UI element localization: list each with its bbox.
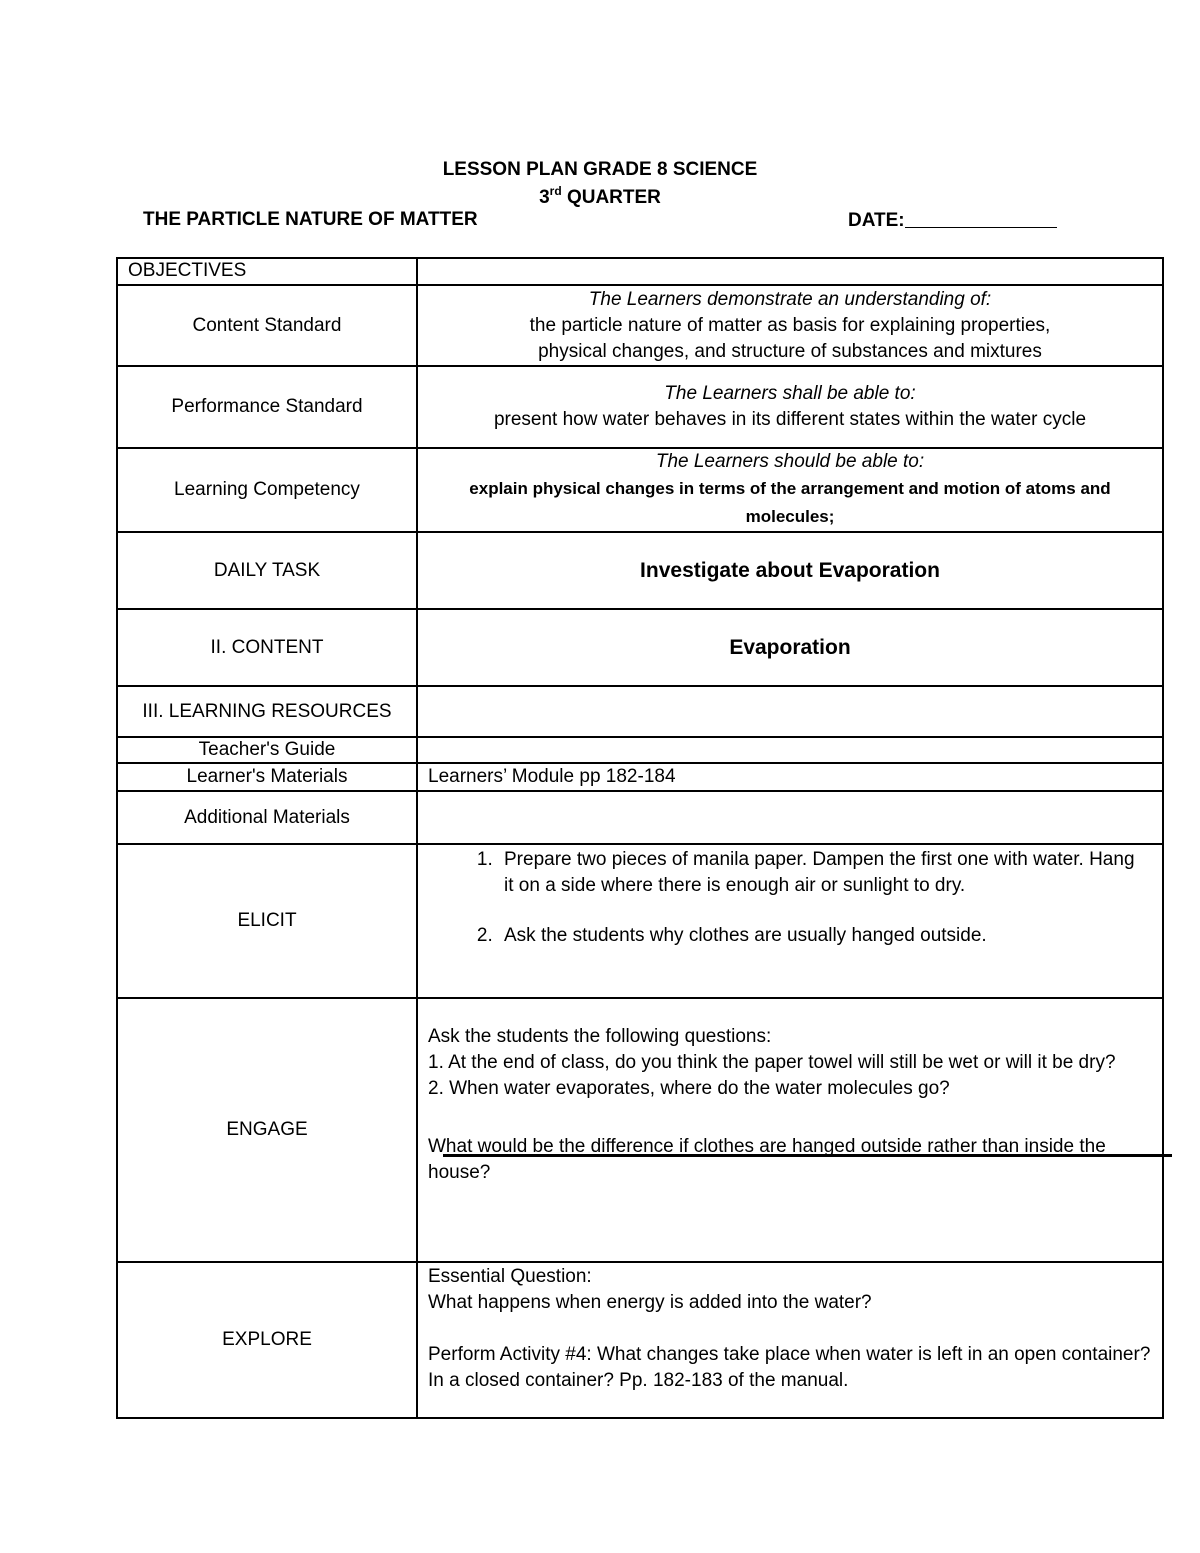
horizontal-rule-line <box>443 1154 1172 1157</box>
content-standard-label: Content Standard <box>117 285 417 366</box>
daily-task-value: Investigate about Evaporation <box>417 532 1163 609</box>
elicit-list <box>418 847 1162 949</box>
objectives-label: OBJECTIVES <box>117 258 417 285</box>
row-performance-standard <box>117 366 1163 448</box>
teachers-guide-label: Teacher's Guide <box>117 737 417 763</box>
objectives-value <box>417 258 1163 285</box>
essential-question-text: What happens when energy is added into the water? <box>428 1292 872 1313</box>
content-standard-intro: The Learners demonstrate an understanding of: <box>588 288 992 310</box>
date-field: DATE: <box>848 209 1057 232</box>
performance-standard-text: present how water behaves in its different states within the water cycle <box>493 409 1087 430</box>
engage-question-2: 2. When water evaporates, where do the water molecules go? <box>428 1078 950 1099</box>
performance-standard-value <box>417 366 1163 448</box>
content-value: Evaporation <box>417 609 1163 686</box>
content-standard-line2: physical changes, and structure of substances and mixtures <box>538 340 1042 362</box>
row-content-standard <box>117 285 1163 366</box>
explore-activity: Perform Activity #4: What changes take place when water is left in an open container? In a closed container? Pp. 182-183 of the manual. <box>428 1344 1151 1391</box>
essential-question-label: Essential Question: <box>428 1266 592 1287</box>
row-teachers-guide <box>117 737 1163 763</box>
document-title: LESSON PLAN GRADE 8 SCIENCE <box>442 159 758 180</box>
elicit-label: ELICIT <box>117 844 417 998</box>
engage-intro: Ask the students the following questions: <box>428 1026 772 1047</box>
learners-materials-label: Learner's Materials <box>117 763 417 791</box>
learning-resources-label: III. LEARNING RESOURCES <box>117 686 417 737</box>
teachers-guide-value <box>417 737 1163 763</box>
row-learners-materials <box>117 763 1163 791</box>
row-learning-competency <box>117 448 1163 532</box>
row-explore <box>117 1262 1163 1418</box>
explore-label: EXPLORE <box>117 1262 417 1418</box>
row-additional-materials <box>117 791 1163 844</box>
learning-competency-label: Learning Competency <box>117 448 417 532</box>
learning-competency-value <box>417 448 1163 532</box>
row-objectives <box>117 258 1163 285</box>
learning-resources-value <box>417 686 1163 737</box>
learning-competency-text: explain physical changes in terms of the arrangement and motion of atoms and molecules; <box>469 479 1111 526</box>
additional-materials-label: Additional Materials <box>117 791 417 844</box>
performance-standard-intro: The Learners shall be able to: <box>664 383 916 404</box>
additional-materials-value <box>417 791 1163 844</box>
engage-question-1: 1. At the end of class, do you think the paper towel will still be wet or will it be dry? <box>428 1052 1116 1073</box>
engage-label: ENGAGE <box>117 998 417 1262</box>
daily-task-label: DAILY TASK <box>117 532 417 609</box>
row-content <box>117 609 1163 686</box>
quarter-heading: 3rd QUARTER <box>539 184 661 208</box>
content-label: II. CONTENT <box>117 609 417 686</box>
lesson-plan-table <box>116 257 1164 1419</box>
row-daily-task <box>117 532 1163 609</box>
content-standard-line1: the particle nature of matter as basis for explaining properties, <box>529 314 1051 336</box>
performance-standard-label: Performance Standard <box>117 366 417 448</box>
elicit-item: 1. Prepare two pieces of manila paper. Dampen the first one with water. Hang it on a side where there is enough air or sunlight to dry. <box>498 847 1142 899</box>
explore-value <box>417 1262 1163 1418</box>
content-standard-value <box>417 285 1163 366</box>
row-engage <box>117 998 1163 1262</box>
row-elicit <box>117 844 1163 998</box>
elicit-item: 2. Ask the students why clothes are usually hanged outside. <box>498 923 1142 949</box>
learners-materials-value: Learners’ Module pp 182-184 <box>417 763 1163 791</box>
engage-value <box>417 998 1163 1262</box>
learning-competency-intro: The Learners should be able to: <box>655 451 925 472</box>
date-blank-line[interactable] <box>905 209 1057 228</box>
elicit-value <box>417 844 1163 998</box>
engage-question-3: What would be the difference if clothes are hanged outside rather than inside the house? <box>428 1136 1106 1183</box>
topic-heading: THE PARTICLE NATURE OF MATTER <box>143 209 478 230</box>
row-learning-resources <box>117 686 1163 737</box>
